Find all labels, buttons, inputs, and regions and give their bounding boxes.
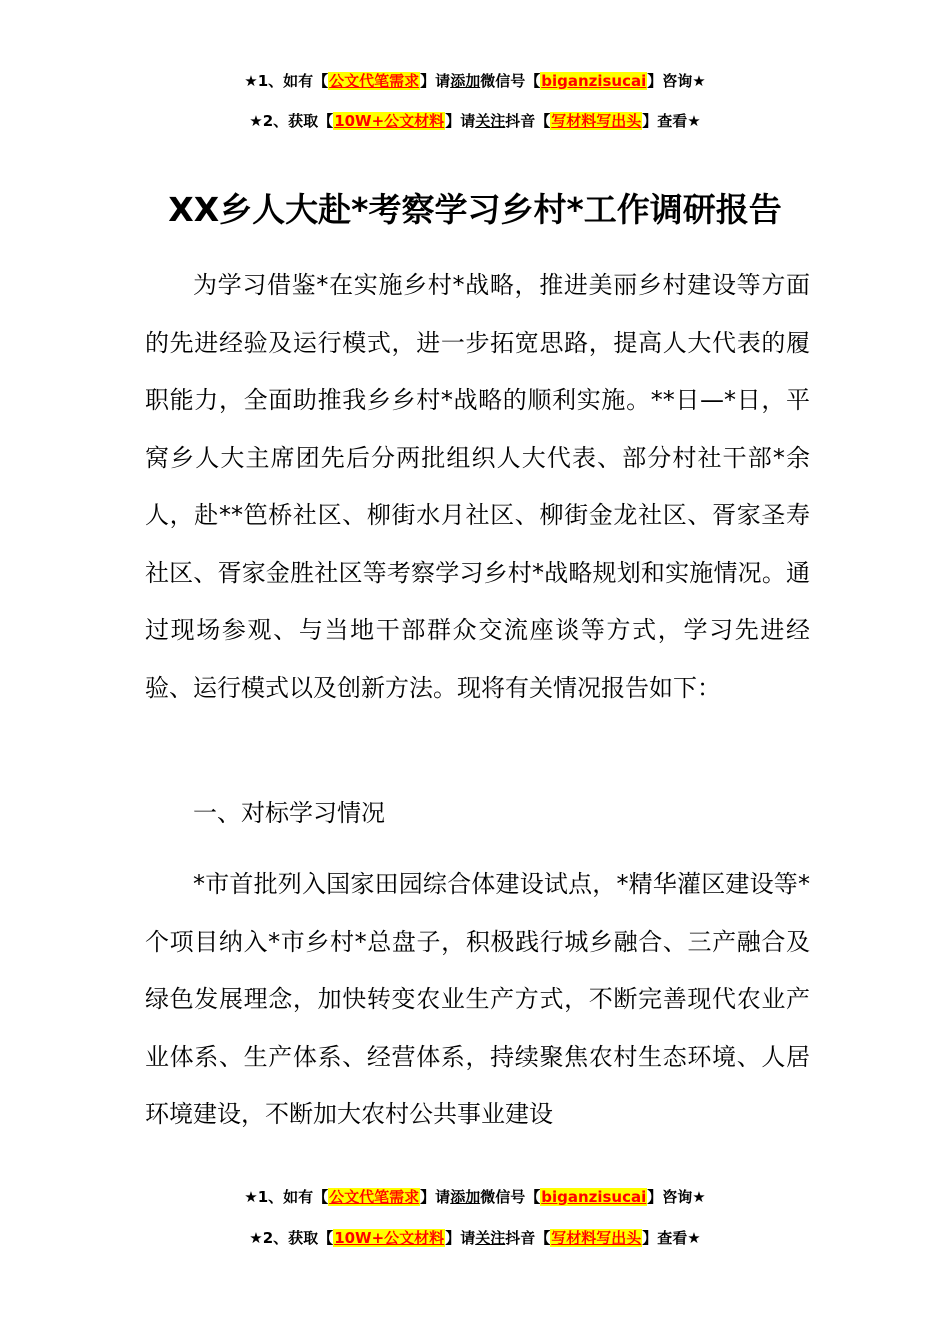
banner-text: ★1、如有【 xyxy=(244,72,329,90)
banner-text: 抖音【 xyxy=(505,112,551,130)
body-paragraph-intro: 为学习借鉴*在实施乡村*战略，推进美丽乡村建设等方面的先进经验及运行模式，进一步拓宽思路，提高人大代表的履职能力，全面助推我乡乡村*战略的顺利实施。**日—*日，平窝乡人大主席团先后分两批组织人大代表、部分村社干部*余人，赴**笆桥社区、柳街水月社区、柳街金龙社区、胥家圣寿社区、胥家金胜社区等考察学习乡村*战略规划和实施情况。通过现场参观、与当地干部群众交流座谈等方式，学习先进经验、运行模式以及创新方法。现将有关情况报告如下： xyxy=(145,271,810,702)
banner-highlight: 写材料写出头 xyxy=(551,1229,642,1247)
promo-banner-bottom-line2 xyxy=(0,1227,950,1249)
banner-highlight: 10W+公文材料 xyxy=(334,1229,445,1247)
banner-emphasis: 关注 xyxy=(475,112,506,130)
banner-emphasis: 添加 xyxy=(450,72,481,90)
banner-text: 】咨询★ xyxy=(647,72,706,90)
section-heading: 一、对标学习情况 xyxy=(193,799,385,827)
document-title: XX乡人大赴*考察学习乡村*工作调研报告 xyxy=(168,190,782,229)
banner-text: ★2、获取【 xyxy=(249,1229,334,1247)
banner-text: ★2、获取【 xyxy=(249,112,334,130)
banner-text: 抖音【 xyxy=(505,1229,551,1247)
banner-highlight: 10W+公文材料 xyxy=(334,112,445,130)
promo-banner-top-line2 xyxy=(0,110,950,132)
banner-highlight: biganzisucai xyxy=(541,72,647,90)
banner-text: 】请 xyxy=(445,1229,476,1247)
banner-text: 微信号【 xyxy=(480,72,541,90)
banner-highlight: 公文代笔需求 xyxy=(329,72,420,90)
promo-banner-top-line1 xyxy=(0,70,950,92)
banner-text: 】咨询★ xyxy=(647,1188,706,1206)
banner-highlight: 公文代笔需求 xyxy=(329,1188,420,1206)
banner-highlight: 写材料写出头 xyxy=(551,112,642,130)
banner-text: 】查看★ xyxy=(642,112,701,130)
banner-text: 】请 xyxy=(445,112,476,130)
banner-text: 】查看★ xyxy=(642,1229,701,1247)
body-paragraph: *市首批列入国家田园综合体建设试点，*精华灌区建设等*个项目纳入*市乡村*总盘子，积极践行城乡融合、三产融合及绿色发展理念，加快转变农业生产方式，不断完善现代农业产业体系、生产体系、经营体系，持续聚焦农村生态环境、人居环境建设，不断加大农村公共事业建设 xyxy=(145,870,810,1128)
banner-emphasis: 添加 xyxy=(450,1188,481,1206)
banner-text: 微信号【 xyxy=(480,1188,541,1206)
banner-text: 】请 xyxy=(420,72,451,90)
banner-text: ★1、如有【 xyxy=(244,1188,329,1206)
banner-emphasis: 关注 xyxy=(475,1229,506,1247)
banner-text: 】请 xyxy=(420,1188,451,1206)
promo-banner-bottom-line1 xyxy=(0,1186,950,1208)
banner-highlight: biganzisucai xyxy=(541,1188,647,1206)
